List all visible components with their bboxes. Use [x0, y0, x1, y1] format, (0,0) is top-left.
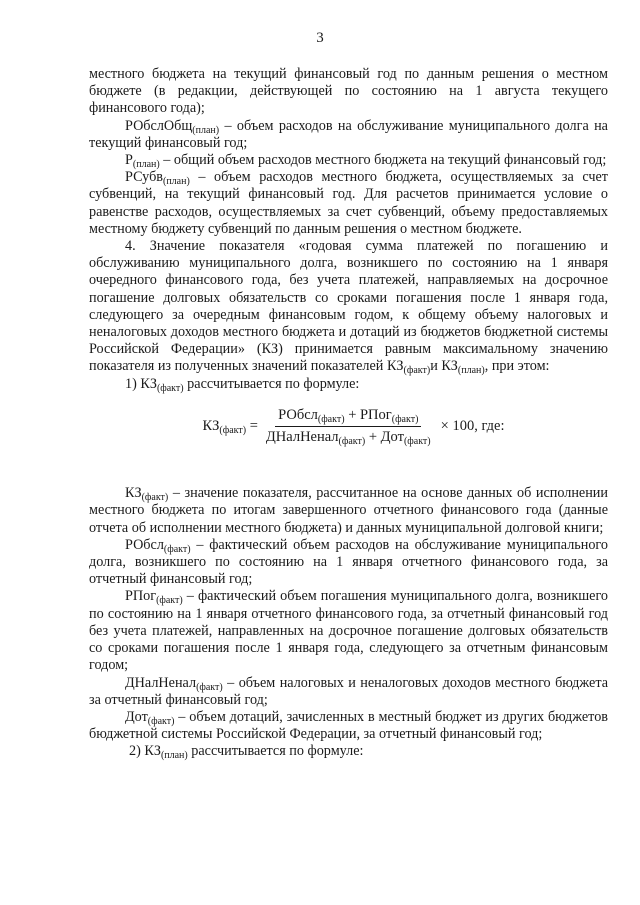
- text-run: + РПог: [344, 406, 392, 423]
- text-run: местного бюджета на текущий финансовый год по данным решения о местном бюджете (в редакции, действующей по состоянию на 1 августа текущего финансового года);: [89, 66, 608, 117]
- text-run: – объем дотаций, зачисленных в местный бюджет из других бюджетов бюджетной системы Российской Федерации, за отчетный финансовый год;: [89, 708, 608, 743]
- subscript: (факт): [219, 424, 247, 436]
- text-run: 1) КЗ: [125, 375, 157, 392]
- text-run: =: [246, 417, 258, 434]
- text-run: , при этом:: [484, 358, 550, 375]
- formula-lhs: [202, 418, 257, 435]
- text-run: Дот: [125, 708, 148, 725]
- formula-numerator: [275, 407, 421, 427]
- subscript: (факт): [163, 543, 191, 555]
- text-run: – объем налоговых и неналоговых доходов местного бюджета за отчетный финансовый год;: [89, 674, 608, 708]
- text-run: × 100, где:: [440, 417, 505, 434]
- subscript: (факт): [403, 436, 431, 448]
- text-run: РПог: [125, 588, 157, 605]
- text-run: – фактический объем погашения муниципального долга, возникшего по состоянию на 1 января отчетного финансового года, за отчетный финансовый год без учета платежей, направленных на досрочное погашение долговых обязательств со сроками погашения после 1 января года, следующего за отчетным финансовым годом;: [89, 588, 608, 674]
- text-run: РОбслОбщ: [125, 117, 193, 134]
- formula-fraction: [263, 407, 434, 446]
- paragraph: [89, 537, 608, 589]
- subscript: (план): [192, 124, 220, 136]
- subscript: (факт): [156, 382, 184, 394]
- subscript: (план): [132, 159, 160, 171]
- paragraph: [89, 376, 608, 393]
- text-run: и КЗ: [430, 358, 458, 375]
- subscript: (план): [160, 750, 188, 762]
- subscript: (факт): [156, 595, 183, 607]
- text-run: 2) КЗ: [129, 743, 161, 760]
- text-run: РОбсл: [278, 406, 318, 423]
- subscript: (факт): [403, 365, 431, 377]
- text-run: ДНалНенал: [265, 429, 339, 446]
- subscript: (план): [163, 176, 190, 188]
- paragraph: [89, 169, 608, 238]
- text-run: – объем расходов местного бюджета, осуществляемых за счет субвенций, на текущий финансовый год. Для расчетов принимается условие о равенстве расходов, осуществляемых за счет субвенций, объему предоставляемых местному бюджету субвенций по данным решения о местном бюджете.: [89, 169, 608, 237]
- subscript: (факт): [338, 436, 366, 448]
- page-number: 3: [316, 30, 324, 46]
- text-run: – значение показателя, рассчитанное на основе данных об исполнении местного бюджета по итогам завершенного отчетного финансового года (данные отчета об исполнении местного бюджета) и данных муниципальной долговой книги;: [89, 485, 608, 536]
- paragraph: [89, 743, 608, 760]
- text-run: – фактический объем расходов на обслуживание муниципального долга, возникшего по состоянию на 1 января отчетного финансового года, за отчетный финансовый год;: [89, 536, 608, 588]
- subscript: (факт): [141, 492, 169, 504]
- paragraph: [89, 485, 608, 537]
- subscript: (план): [457, 365, 485, 377]
- text-run: рассчитывается по формуле:: [183, 375, 360, 392]
- paragraph: [89, 238, 608, 376]
- formula-tail: [441, 418, 505, 435]
- text-run: РОбсл: [125, 536, 164, 553]
- text-run: Р: [125, 152, 133, 169]
- text-run: рассчитывается по формуле:: [187, 743, 364, 760]
- subscript: (факт): [147, 715, 175, 727]
- subscript: (факт): [391, 413, 419, 425]
- paragraph: [89, 152, 608, 169]
- paragraph: [89, 675, 608, 709]
- spacer: [89, 468, 608, 485]
- text-run: КЗ: [125, 485, 142, 502]
- paragraph: [89, 118, 608, 152]
- text-run: РСубв: [125, 169, 163, 186]
- text-run: – объем расходов на обслуживание муниципального долга на текущий финансовый год;: [89, 117, 608, 151]
- paragraph: [89, 66, 608, 118]
- text-run: + Дот: [365, 429, 404, 446]
- subscript: (факт): [196, 681, 223, 693]
- formula-denominator: [263, 427, 434, 446]
- text-run: КЗ: [202, 417, 220, 434]
- subscript: (факт): [317, 413, 345, 425]
- text-run: ДНалНенал: [125, 674, 197, 691]
- text-run: 4. Значение показателя «годовая сумма платежей по погашению и обслуживанию муниципального долга, возникшего по состоянию на 1 января очередного финансового года, без учета платежей, направляемых на досрочное погашение долговых обязательств со сроками погашения после 1 января года, следующего за очередным финансовым годом, к общему объему налоговых и неналоговых доходов местного бюджета и дотаций из бюджетов бюджетной системы Российской Федерации» (КЗ) принимается равным максимальному значению показателя из полученных значений показателей КЗ: [89, 238, 608, 375]
- formula: [99, 407, 608, 446]
- document-body: [89, 66, 608, 761]
- paragraph: [89, 709, 608, 743]
- paragraph: [89, 588, 608, 674]
- text-run: – общий объем расходов местного бюджета на текущий финансовый год;: [159, 152, 607, 169]
